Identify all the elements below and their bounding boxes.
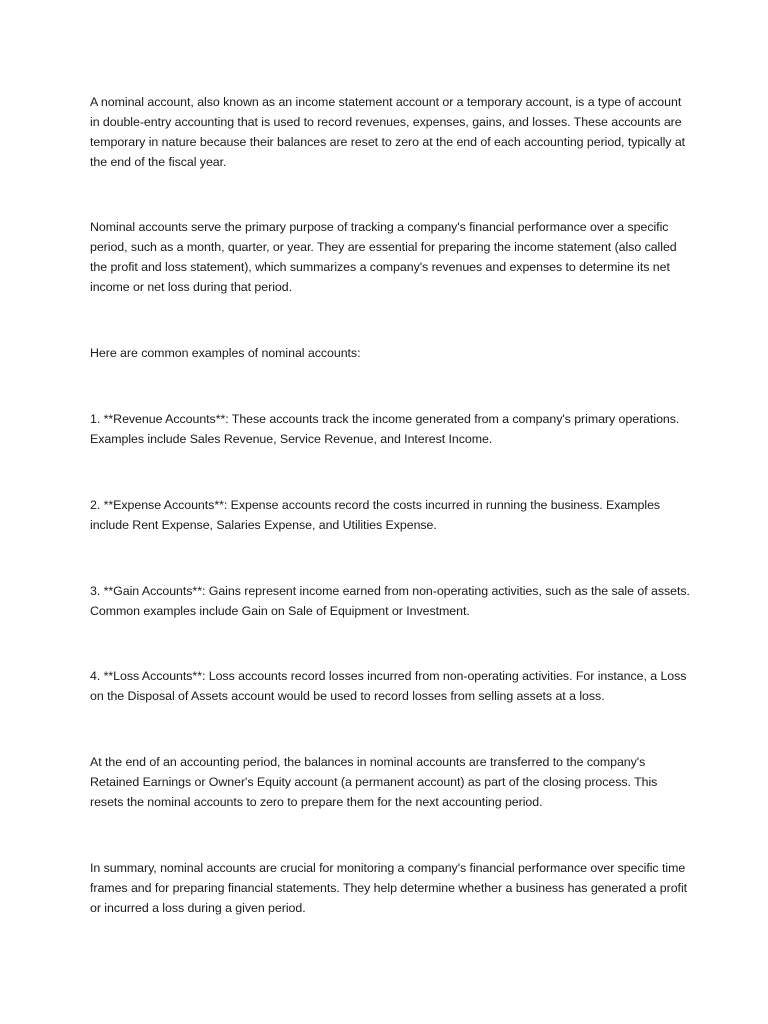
list-item-revenue: 1. **Revenue Accounts**: These accounts track the income generated from a company's primary operations. Examples include Sales Revenue, Service Revenue, and Interest Income. xyxy=(90,412,680,446)
list-item-gain: 3. **Gain Accounts**: Gains represent income earned from non-operating activities, such as the sale of assets. Common examples include Gain on Sale of Equipment or Investment. xyxy=(90,584,690,618)
paragraph-purpose: Nominal accounts serve the primary purpose of tracking a company's financial performance over a specific period, such as a month, quarter, or year. They are essential for preparing the income statement (also called the profit and loss statement), which summarizes a company's revenues and expenses to determine its net income or net loss during that period. xyxy=(90,220,677,294)
list-item-expense: 2. **Expense Accounts**: Expense accounts record the costs incurred in running the business. Examples include Rent Expense, Salaries Expense, and Utilities Expense. xyxy=(90,498,661,532)
list-item-loss: 4. **Loss Accounts**: Loss accounts record losses incurred from non-operating activities. For instance, a Loss on the Disposal of Assets account would be used to record losses from selling assets at a loss. xyxy=(90,669,687,703)
paragraph-intro: A nominal account, also known as an income statement account or a temporary account, is a type of account in double-entry accounting that is used to record revenues, expenses, gains, and losses. These accounts are temporary in nature because their balances are reset to zero at the end of each accounting period, typically at the end of the fiscal year. xyxy=(90,95,686,169)
paragraph-summary: In summary, nominal accounts are crucial for monitoring a company's financial performance over specific time frames and for preparing financial statements. They help determine whether a business has generated a profit or incurred a loss during a given period. xyxy=(90,861,688,915)
paragraph-examples-heading: Here are common examples of nominal accounts: xyxy=(90,346,361,360)
paragraph-closing-process: At the end of an accounting period, the balances in nominal accounts are transferred to the company's Retained Earnings or Owner's Equity account (a permanent account) as part of the closing process. This resets the nominal accounts to zero to prepare them for the next accounting period. xyxy=(90,755,658,809)
